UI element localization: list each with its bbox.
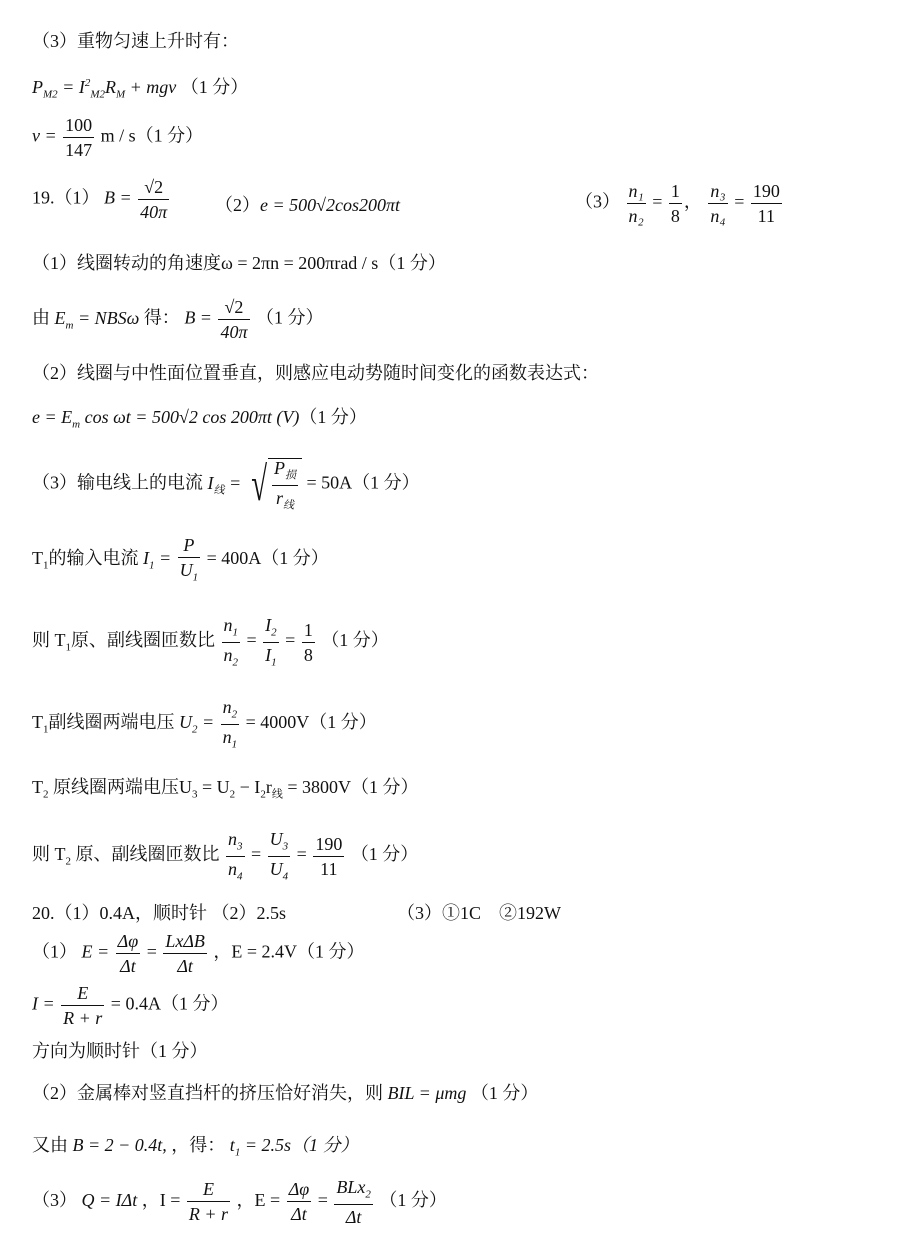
q20-force-balance: （2）金属棒对竖直挡杆的挤压恰好消失，则 BIL = μmg （1 分）: [32, 1083, 539, 1103]
q19-part2: （2）e = 500√2cos200πt: [215, 195, 401, 215]
t1-input-current: $T_1$的输入电流 $I_1$ = $\frac{P}{U_1}$ = 400A（1 分）: [32, 535, 329, 584]
q19-part3: （3） $\frac{\text{n₁}}{\text{n₂}}$ = $\frac{1}{8}$ ， $\frac{\text{n₃}}{\text{n₄}}$ = $\frac{190}{11}$: [575, 181, 780, 226]
q20-direction: 方向为顺时针（1 分）: [32, 1041, 208, 1061]
line-heavy-object: （3）重物匀速上升时有：: [32, 31, 239, 51]
t2-primary-voltage: $T_2$ 原线圈两端电压$U_3 = U_2 - I_2r_线 = 3800V(1$ 分）: [32, 777, 419, 801]
q20-charge: （3） Q = IΔt ，I = $\frac{E}{R + r}$ ，E = $\frac{\Delta\varphi}{\Delta t}$ = $\frac{BLx_2}{\Delta t}$ （1 分）: [32, 1177, 447, 1227]
q20-current: I = $\frac{E}{R + r}$ = 0.4A（1 分）: [32, 983, 229, 1028]
velocity-equation: v = $\frac{100}{147}$ m / s（1 分）: [32, 115, 204, 160]
q20-part3: （3）①1C ②192W: [397, 903, 561, 923]
power-eq: $P_{M2} = I^2_{M2}R_M$ + mgv: [32, 77, 177, 101]
t2-turns-ratio: 则 $T_2$ 原、副线圈匝数比 $\frac{n_3}{n_4}$ = $\frac{U_3}{U_4}$ = $\frac{190}{11}$ （1 分）: [32, 829, 419, 883]
question-19-answers: 19.（1） B = $\frac{√2}{40\pi}$: [32, 177, 168, 222]
q20-emf: （1） E = $\frac{\Delta\varphi}{\Delta t}$ = $\frac{\text{LxΔB}}{\Delta t}$ ，E = 2.4V（1 分）: [32, 931, 365, 976]
line-current: （3）输电线上的电流 $I_线$ = √ $\frac{P_损}{r_线}$ = 50A（1 分）: [32, 457, 420, 512]
question-20-answers: 20.（1）0.4A，顺时针 （2）2.5s: [32, 903, 287, 923]
omega-line: （1）线圈转动的角速度ω = 2πn = 200πrad / s（1 分）: [32, 253, 446, 273]
emf-expression: $e = E_m$ cos ωt = 500√2 cos 200πt (V)（1 分）: [32, 407, 367, 431]
neutral-plane-line: （2）线圈与中性面位置垂直，则感应电动势随时间变化的函数表达式：: [32, 363, 599, 383]
q20-time: 又由 B = 2 − 0.4t, ，得： $t_1 = 2.5s(1$ 分）: [32, 1135, 359, 1159]
t1-turns-ratio: 则 $T_1$原、副线圈匝数比 $\frac{n_1}{n_2}$ = $\frac{I_2}{I_1}$ = $\frac{1}{8}$ （1 分）: [32, 615, 389, 669]
score: （1 分）: [180, 77, 249, 97]
emf-max-line: 由 $E_m = NBS\omega$ 得： B = $\frac{√2}{40\pi}$ （1 分）: [32, 297, 324, 342]
t1-secondary-voltage: $T_1$副线圈两端电压 $U_2$ = $\frac{n_2}{n_1}$ = 4000V（1 分）: [32, 697, 377, 751]
power-equation: [32, 78, 248, 101]
